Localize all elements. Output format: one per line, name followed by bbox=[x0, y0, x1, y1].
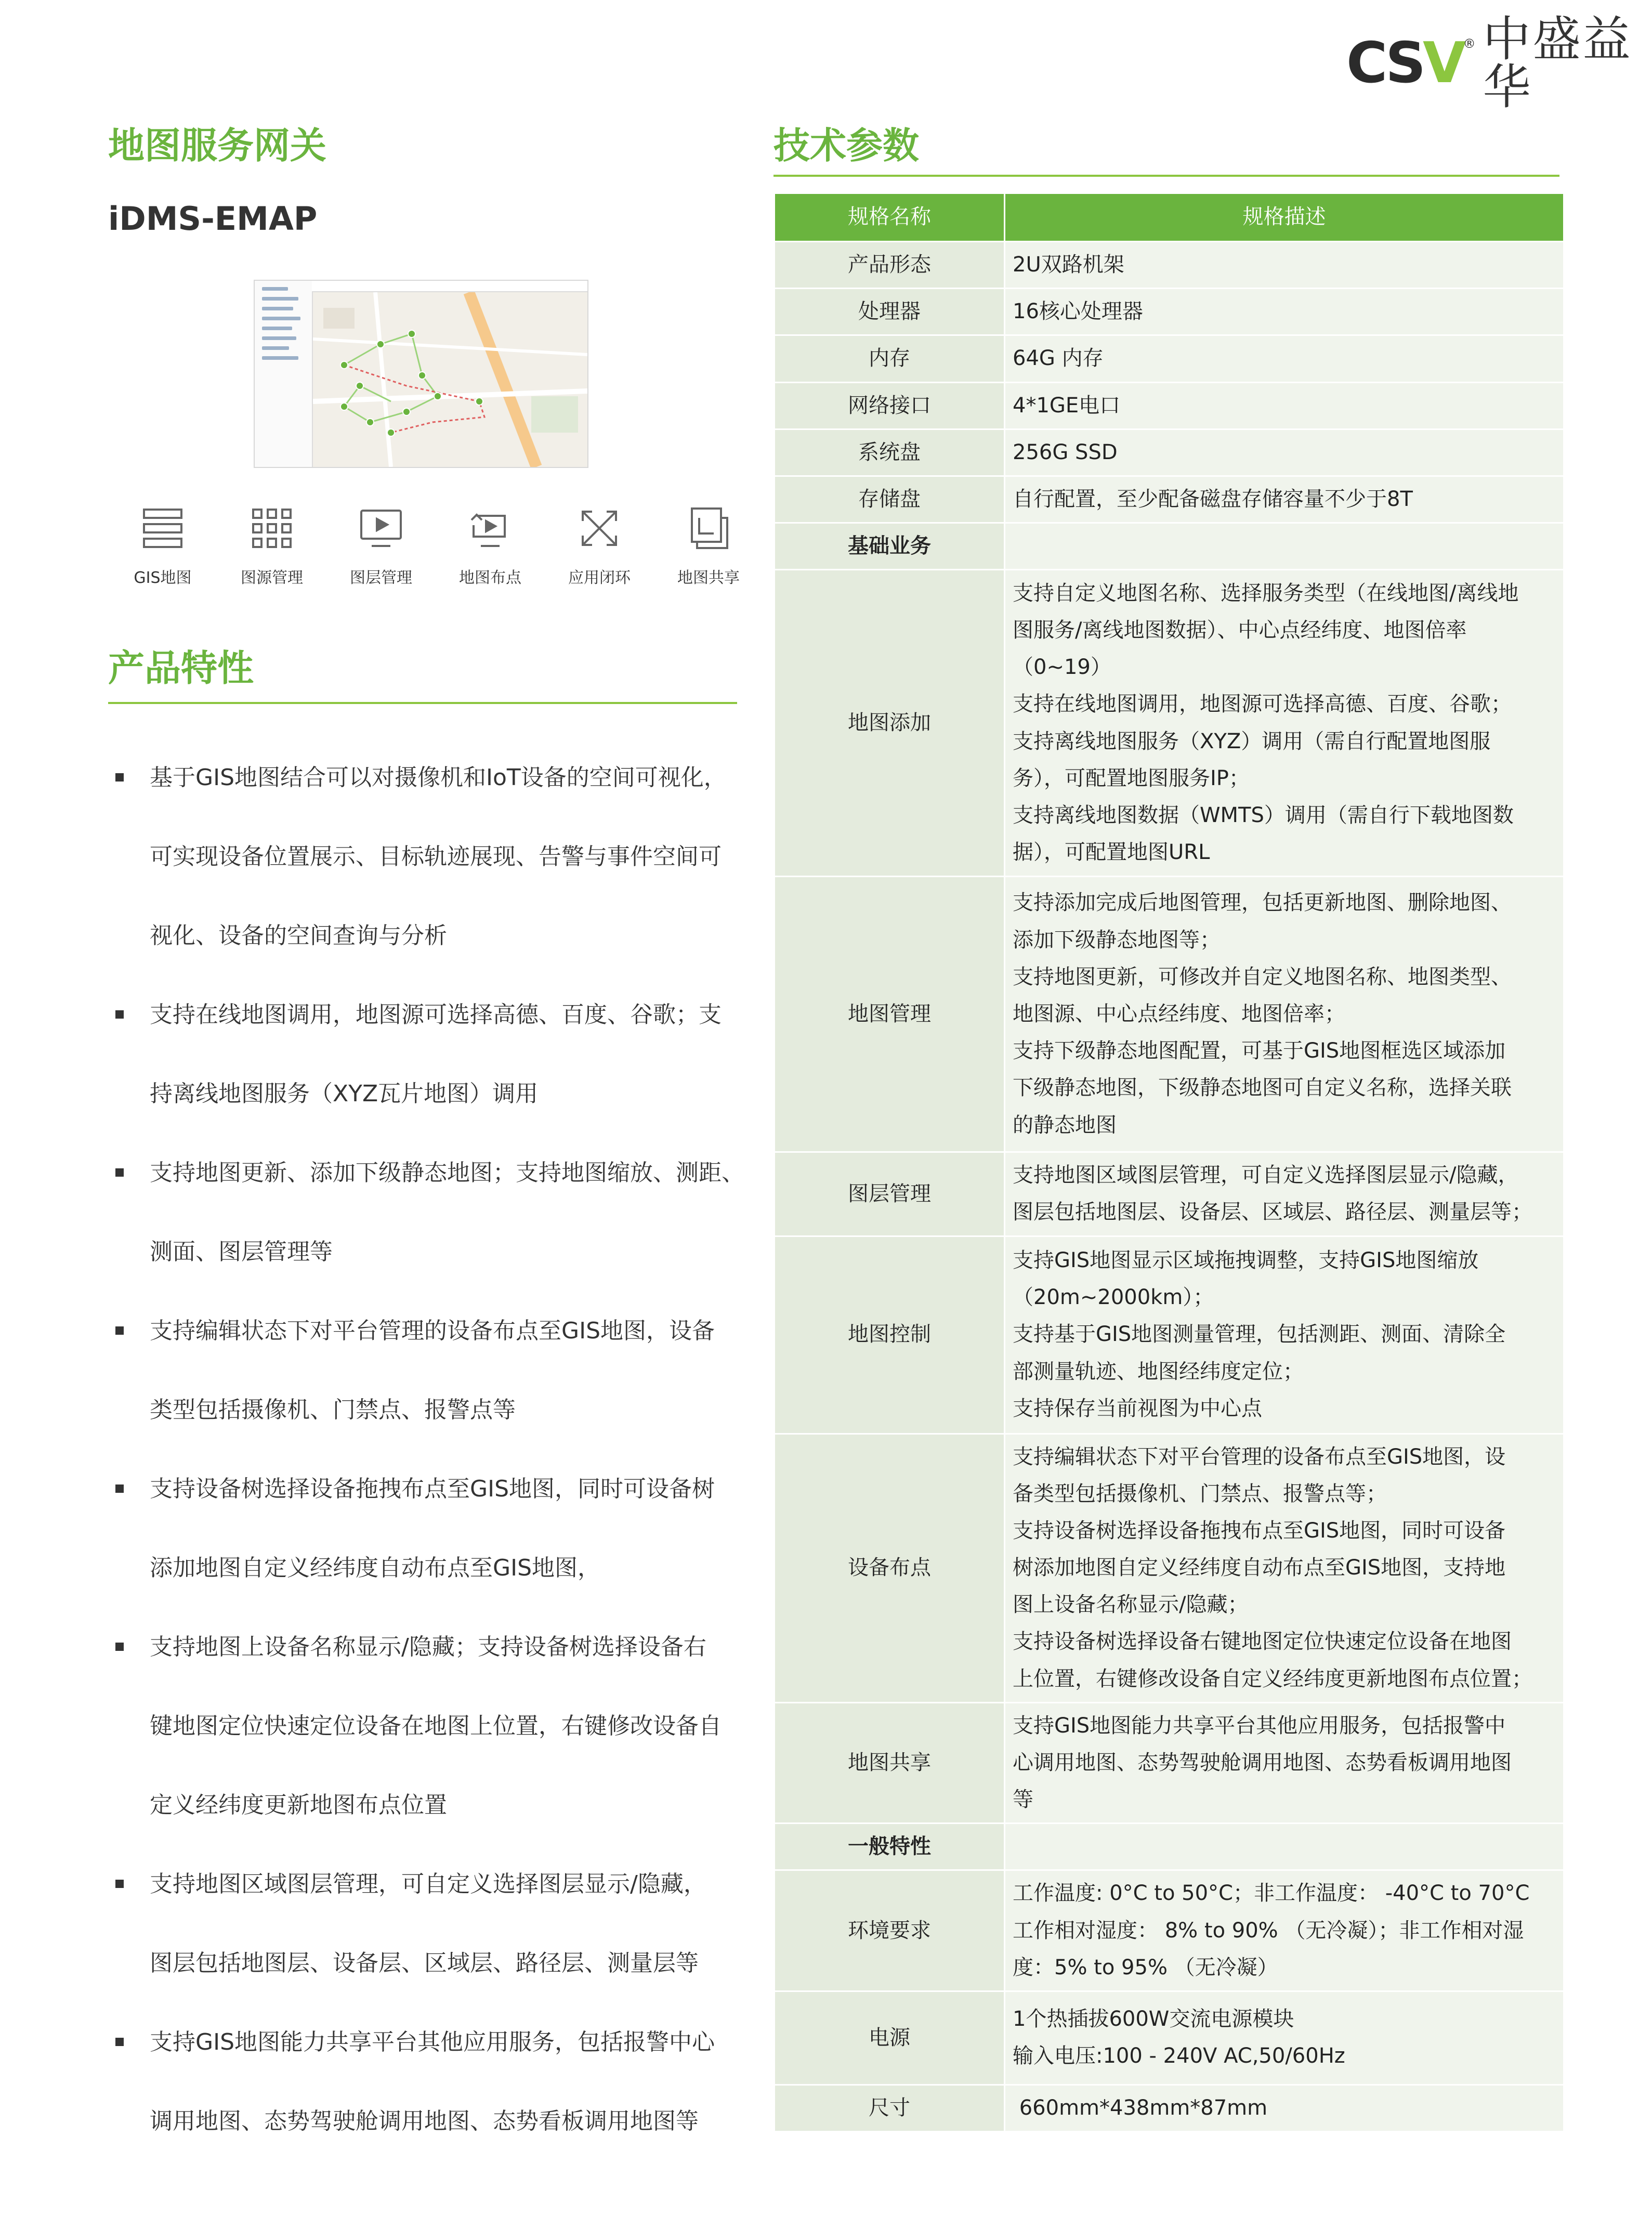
spec-name-cell: 系统盘 bbox=[775, 429, 1005, 476]
icon-item-placement bbox=[436, 504, 545, 588]
spec-desc-line: 上位置，右键修改设备自定义经纬度更新地图布点位置； bbox=[1013, 1666, 1532, 1691]
spec-desc-line: 256G SSD bbox=[1013, 440, 1118, 464]
spec-body bbox=[775, 242, 1564, 2132]
spec-desc-line: 输入电压:100 - 240V AC,50/60Hz bbox=[1013, 2044, 1345, 2068]
spec-desc-line: 添加下级静态地图等； bbox=[1013, 928, 1221, 952]
spec-desc-line: 16核心处理器 bbox=[1013, 299, 1143, 324]
spec-desc-line: 支持基于GIS地图测量管理，包括测距、测面、清除全 bbox=[1013, 1322, 1506, 1347]
spec-name-cell: 内存 bbox=[775, 335, 1005, 382]
spec-desc-cell bbox=[1005, 1152, 1564, 1236]
icon-item-share bbox=[654, 504, 763, 588]
spec-name-cell: 网络接口 bbox=[775, 382, 1005, 429]
spec-row bbox=[775, 1824, 1564, 1870]
spec-row bbox=[775, 429, 1564, 476]
screenshot-map bbox=[313, 292, 587, 467]
spec-desc-cell bbox=[1005, 1236, 1564, 1434]
spec-desc-line: 工作相对湿度： 8% to 90% （无冷凝）；非工作相对湿 bbox=[1013, 1918, 1524, 1943]
spec-name-cell: 电源 bbox=[775, 1991, 1005, 2085]
icon-label: 图层管理 bbox=[350, 569, 412, 587]
spec-row bbox=[775, 382, 1564, 429]
spec-desc-line: 工作温度: 0°C to 50°C；非工作温度： -40°C to 70°C bbox=[1013, 1881, 1530, 1906]
brand-name: 中盛益华 bbox=[1483, 11, 1633, 115]
spec-desc-line: 等 bbox=[1013, 1788, 1033, 1812]
spec-header-row bbox=[775, 193, 1564, 242]
spec-desc-line: 下级静态地图，下级静态地图可自定义名称，选择关联 bbox=[1013, 1076, 1512, 1100]
spec-desc-line: 的静态地图 bbox=[1013, 1113, 1117, 1137]
spec-desc-cell bbox=[1005, 2085, 1564, 2131]
spec-name-cell: 图层管理 bbox=[775, 1152, 1005, 1236]
spec-desc-cell bbox=[1005, 1824, 1564, 1870]
map-placement-icon bbox=[466, 504, 514, 552]
layer-monitor-icon bbox=[357, 504, 405, 552]
feature-line: 添加地图自定义经纬度自动布点至GIS地图， bbox=[150, 1555, 601, 1581]
spec-header-name: 规格名称 bbox=[775, 193, 1005, 242]
icon-item-loop bbox=[545, 504, 654, 588]
features-rule bbox=[108, 702, 737, 704]
feature-line: 支持地图区域图层管理，可自定义选择图层显示/隐藏， bbox=[108, 1845, 763, 1924]
spec-desc-cell bbox=[1005, 1870, 1564, 1991]
feature-list bbox=[108, 738, 763, 2161]
spec-desc-line: 2U双路机架 bbox=[1013, 253, 1124, 277]
feature-line: 类型包括摄像机、门禁点、报警点等 bbox=[150, 1397, 516, 1423]
spec-desc-line: 支持在线地图调用，地图源可选择高德、百度、谷歌； bbox=[1013, 692, 1512, 717]
spec-desc-line: 支持离线地图服务（XYZ）调用（需自行配置地图服 bbox=[1013, 729, 1491, 753]
spec-desc-line: （0~19） bbox=[1013, 655, 1111, 680]
spec-desc-cell bbox=[1005, 429, 1564, 476]
icon-label: 地图共享 bbox=[677, 569, 740, 587]
spec-desc-cell bbox=[1005, 1434, 1564, 1702]
spec-row bbox=[775, 1434, 1564, 1702]
spec-desc-cell bbox=[1005, 1702, 1564, 1824]
gis-map-icon bbox=[139, 504, 187, 552]
spec-row bbox=[775, 523, 1564, 570]
spec-name-cell: 基础业务 bbox=[775, 523, 1005, 570]
spec-desc-cell bbox=[1005, 289, 1564, 335]
spec-desc-cell bbox=[1005, 382, 1564, 429]
spec-desc-line: 度：5% to 95% （无冷凝） bbox=[1013, 1955, 1278, 1979]
spec-row bbox=[775, 570, 1564, 877]
brand-logo bbox=[1346, 11, 1652, 115]
spec-desc-line: 地图源、中心点经纬度、地图倍率； bbox=[1013, 1002, 1345, 1026]
spec-desc-line: 支持下级静态地图配置，可基于GIS地图框选区域添加 bbox=[1013, 1039, 1506, 1063]
spec-row bbox=[775, 1702, 1564, 1824]
registered-mark: ® bbox=[1463, 36, 1476, 51]
spec-desc-cell bbox=[1005, 523, 1564, 570]
spec-name-cell: 地图管理 bbox=[775, 877, 1005, 1152]
spec-name-cell: 地图控制 bbox=[775, 1236, 1005, 1434]
spec-desc-cell bbox=[1005, 877, 1564, 1152]
spec-row bbox=[775, 877, 1564, 1152]
feature-line: 图层包括地图层、设备层、区域层、路径层、测量层等 bbox=[150, 1950, 699, 1976]
spec-desc-line: 备类型包括摄像机、门禁点、报警点等； bbox=[1013, 1481, 1387, 1506]
icon-label: 图源管理 bbox=[241, 569, 303, 587]
screenshot-toolbar bbox=[312, 281, 587, 292]
icon-item-layer bbox=[326, 504, 436, 588]
spec-row bbox=[775, 1991, 1564, 2085]
spec-desc-line: 务），可配置地图服务IP； bbox=[1013, 766, 1250, 790]
spec-desc-line: 支持设备树选择设备拖拽布点至GIS地图，同时可设备 bbox=[1013, 1518, 1506, 1543]
spec-name-cell: 地图添加 bbox=[775, 570, 1005, 877]
screenshot-map-art bbox=[313, 292, 587, 467]
spec-name-cell: 设备布点 bbox=[775, 1434, 1005, 1702]
spec-name-cell: 存储盘 bbox=[775, 476, 1005, 523]
spec-desc-line: 心调用地图、态势驾驶舱调用地图、态势看板调用地图 bbox=[1013, 1751, 1512, 1775]
product-title: 地图服务网关 bbox=[108, 124, 326, 167]
closed-loop-icon bbox=[575, 504, 623, 552]
spec-desc-line: 树添加地图自定义经纬度自动布点至GIS地图，支持地 bbox=[1013, 1556, 1506, 1580]
spec-name-cell: 一般特性 bbox=[775, 1824, 1005, 1870]
feature-line: 定义经纬度更新地图布点位置 bbox=[150, 1792, 447, 1818]
feature-line: 键地图定位快速定位设备在地图上位置，右键修改设备自 bbox=[150, 1713, 722, 1739]
map-screenshot bbox=[254, 280, 588, 468]
icon-item-source bbox=[217, 504, 326, 588]
spec-desc-line: 660mm*438mm*87mm bbox=[1013, 2095, 1268, 2120]
icon-label: 应用闭环 bbox=[568, 569, 631, 587]
spec-desc-line: 支持GIS地图显示区域拖拽调整，支持GIS地图缩放 bbox=[1013, 1248, 1479, 1273]
feature-line: 支持设备树选择设备拖拽布点至GIS地图，同时可设备树 bbox=[108, 1450, 763, 1529]
feature-line: 支持在线地图调用，地图源可选择高德、百度、谷歌；支 bbox=[108, 975, 763, 1054]
spec-desc-line: 支持自定义地图名称、选择服务类型（在线地图/离线地 bbox=[1013, 581, 1519, 605]
brand-mark: CSV bbox=[1346, 31, 1463, 96]
spec-row bbox=[775, 1870, 1564, 1991]
feature-line: 测面、图层管理等 bbox=[150, 1239, 333, 1265]
spec-title: 技术参数 bbox=[773, 124, 919, 167]
spec-row bbox=[775, 2085, 1564, 2131]
feature-line: 支持地图更新、添加下级静态地图；支持地图缩放、测距、 bbox=[108, 1134, 763, 1213]
spec-desc-cell bbox=[1005, 476, 1564, 523]
spec-row bbox=[775, 1236, 1564, 1434]
spec-row bbox=[775, 335, 1564, 382]
spec-desc-line: （20m~2000km）； bbox=[1013, 1285, 1214, 1310]
feature-line: 支持编辑状态下对平台管理的设备布点至GIS地图，设备 bbox=[108, 1292, 763, 1371]
features-title: 产品特性 bbox=[108, 647, 254, 689]
spec-name-cell: 环境要求 bbox=[775, 1870, 1005, 1991]
feature-line: 视化、设备的空间查询与分析 bbox=[150, 922, 447, 949]
map-share-icon bbox=[685, 504, 732, 552]
feature-line: 支持地图上设备名称显示/隐藏；支持设备树选择设备右 bbox=[108, 1608, 763, 1687]
spec-desc-line: 64G 内存 bbox=[1013, 346, 1104, 371]
spec-name-cell: 地图共享 bbox=[775, 1702, 1005, 1824]
spec-desc-line: 4*1GE电口 bbox=[1013, 393, 1121, 418]
spec-desc-line: 支持编辑状态下对平台管理的设备布点至GIS地图，设 bbox=[1013, 1444, 1506, 1469]
spec-name-cell: 尺寸 bbox=[775, 2085, 1005, 2131]
spec-row bbox=[775, 289, 1564, 335]
spec-desc-line: 支持设备树选择设备右键地图定位快速定位设备在地图 bbox=[1013, 1630, 1512, 1654]
spec-row bbox=[775, 476, 1564, 523]
spec-table bbox=[773, 192, 1565, 2132]
spec-desc-cell bbox=[1005, 242, 1564, 289]
spec-desc-line: 部测量轨迹、地图经纬度定位； bbox=[1013, 1359, 1304, 1384]
icon-label: 地图布点 bbox=[459, 569, 521, 587]
spec-desc-line: 图服务/离线地图数据）、中心点经纬度、地图倍率 bbox=[1013, 618, 1467, 643]
spec-desc-cell bbox=[1005, 1991, 1564, 2085]
spec-name-cell: 产品形态 bbox=[775, 242, 1005, 289]
screenshot-device-tree bbox=[255, 281, 313, 467]
feature-icons-row bbox=[108, 504, 763, 588]
feature-line: 调用地图、态势驾驶舱调用地图、态势看板调用地图等 bbox=[150, 2108, 699, 2134]
spec-desc-line: 支持保存当前视图为中心点 bbox=[1013, 1396, 1262, 1421]
spec-row bbox=[775, 1152, 1564, 1236]
spec-desc-line: 图上设备名称显示/隐藏； bbox=[1013, 1593, 1249, 1617]
spec-desc-line: 自行配置，至少配备磁盘存储容量不少于8T bbox=[1013, 487, 1413, 511]
feature-line: 可实现设备位置展示、目标轨迹展现、告警与事件空间可 bbox=[150, 843, 722, 870]
product-model: iDMS-EMAP bbox=[108, 200, 318, 238]
spec-name-cell: 处理器 bbox=[775, 289, 1005, 335]
source-grid-icon bbox=[248, 504, 296, 552]
spec-desc-line: 据），可配置地图URL bbox=[1013, 840, 1210, 865]
spec-header-desc: 规格描述 bbox=[1005, 193, 1564, 242]
spec-desc-cell bbox=[1005, 335, 1564, 382]
spec-desc-line: 支持GIS地图能力共享平台其他应用服务，包括报警中 bbox=[1013, 1713, 1506, 1738]
feature-line: 基于GIS地图结合可以对摄像机和IoT设备的空间可视化， bbox=[108, 738, 763, 817]
spec-desc-line: 1个热插拔600W交流电源模块 bbox=[1013, 2007, 1294, 2031]
feature-line: 支持GIS地图能力共享平台其他应用服务，包括报警中心 bbox=[108, 2003, 763, 2082]
spec-row bbox=[775, 242, 1564, 289]
spec-desc-cell bbox=[1005, 570, 1564, 877]
spec-rule bbox=[773, 175, 1559, 177]
spec-desc-line: 支持地图区域图层管理，可自定义选择图层显示/隐藏， bbox=[1013, 1163, 1519, 1188]
spec-desc-line: 图层包括地图层、设备层、区域层、路径层、测量层等； bbox=[1013, 1200, 1532, 1225]
spec-desc-line: 支持地图更新，可修改并自定义地图名称、地图类型、 bbox=[1013, 965, 1512, 989]
spec-desc-line: 支持离线地图数据（WMTS）调用（需自行下载地图数 bbox=[1013, 803, 1514, 827]
feature-line: 持离线地图服务（XYZ瓦片地图）调用 bbox=[150, 1080, 539, 1107]
icon-item-gis-map bbox=[108, 504, 217, 588]
icon-label: GIS地图 bbox=[134, 569, 192, 587]
spec-desc-line: 支持添加完成后地图管理，包括更新地图、删除地图、 bbox=[1013, 891, 1512, 915]
